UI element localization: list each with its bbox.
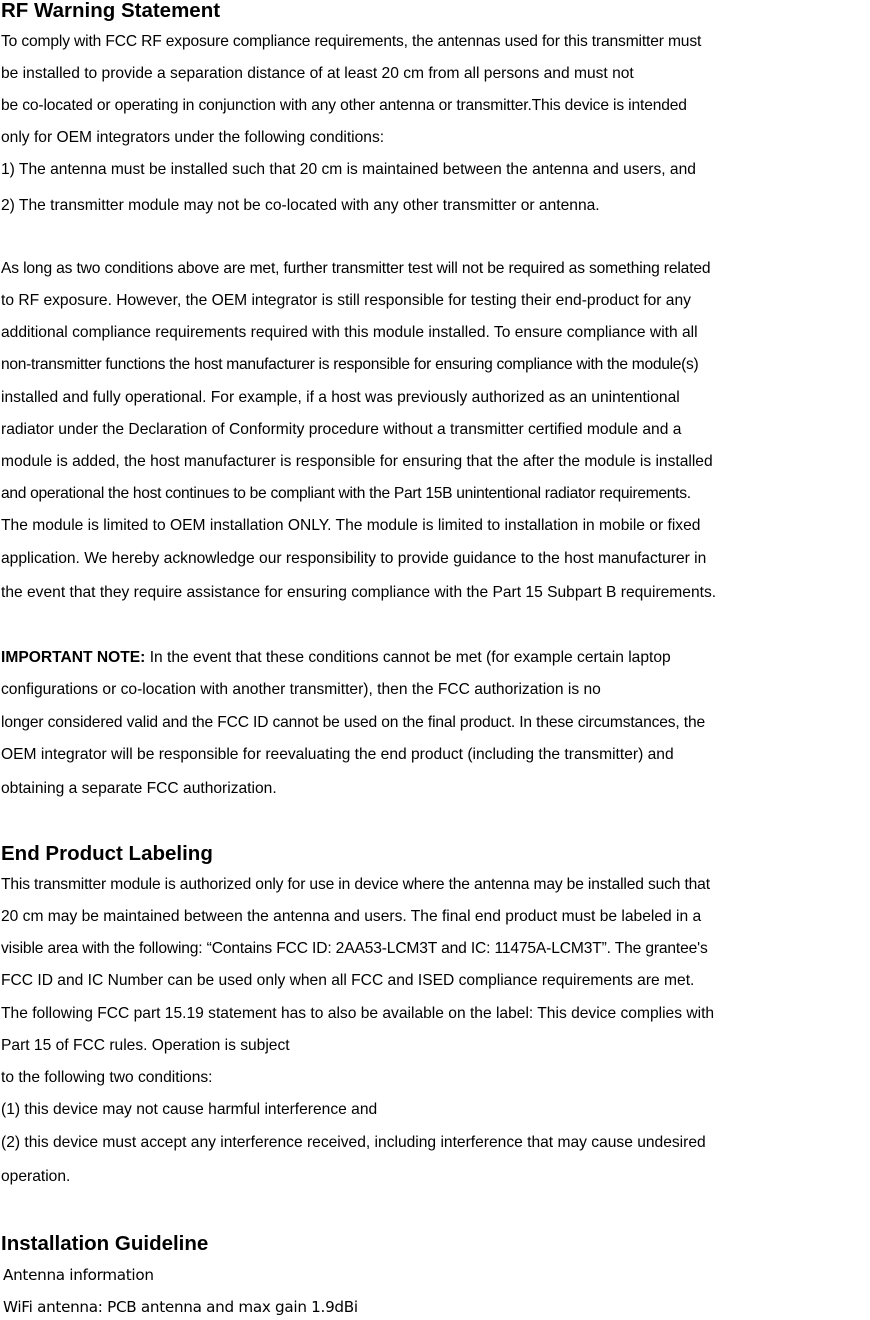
conditions-line-2: to RF exposure. However, the OEM integrator is still responsible for testing their end-product for any: [1, 292, 691, 309]
labeling-line-2: 20 cm may be maintained between the antenna and users. The final end product must be labeled in a: [1, 908, 702, 925]
important-note-line-4: OEM integrator will be responsible for reevaluating the end product (including the transmitter) and: [1, 746, 674, 763]
conditions-line-6: radiator under the Declaration of Conformity procedure without a transmitter certified module and a: [1, 421, 682, 438]
conditions-line-1: As long as two conditions above are met, further transmitter test will not be required as something related: [1, 260, 711, 277]
rf-warning-line-4: only for OEM integrators under the following conditions:: [1, 129, 385, 146]
wifi-antenna-line: WiFi antenna: PCB antenna and max gain 1.9dBi: [3, 1298, 358, 1316]
labeling-line-3: visible area with the following: “Contains FCC ID: 2AA53-LCM3T and IC: 11475A-LCM3T”. The grantee's: [1, 940, 708, 957]
important-note-line-2: configurations or co-location with another transmitter), then the FCC authorization is no: [1, 681, 601, 698]
conditions-line-7: module is added, the host manufacturer is responsible for ensuring that the after the module is installed: [1, 453, 713, 470]
labeling-line-7: to the following two conditions:: [1, 1069, 213, 1086]
important-note-line-1: [1, 648, 671, 668]
important-note-line-1-text: In the event that these conditions cannot be met (for example certain laptop: [145, 649, 671, 666]
labeling-line-5: The following FCC part 15.19 statement has to also be available on the label: This device complies with: [1, 1005, 715, 1022]
end-product-labeling-heading: End Product Labeling: [1, 842, 213, 865]
rf-warning-heading: RF Warning Statement: [1, 0, 221, 22]
installation-guideline-heading: Installation Guideline: [1, 1232, 209, 1255]
labeling-line-1: This transmitter module is authorized only for use in device where the antenna may be installed such that: [1, 876, 710, 893]
important-note-line-5: obtaining a separate FCC authorization.: [1, 780, 277, 797]
conditions-line-4: non-transmitter functions the host manufacturer is responsible for ensuring compliance with the module(s): [1, 356, 699, 373]
conditions-line-9: The module is limited to OEM installation ONLY. The module is limited to installation in mobile or fixed: [1, 517, 701, 534]
conditions-line-8: and operational the host continues to be compliant with the Part 15B unintentional radiator requirements.: [1, 485, 691, 502]
conditions-line-10: application. We hereby acknowledge our responsibility to provide guidance to the host manufacturer in: [1, 550, 707, 567]
conditions-line-5: installed and fully operational. For example, if a host was previously authorized as an unintentional: [1, 389, 680, 406]
conditions-line-11: the event that they require assistance for ensuring compliance with the Part 15 Subpart B requirements.: [1, 584, 717, 601]
labeling-line-4: FCC ID and IC Number can be used only when all FCC and ISED compliance requirements are met.: [1, 972, 695, 989]
labeling-line-6: Part 15 of FCC rules. Operation is subject: [1, 1037, 290, 1054]
rf-warning-line-6: 2) The transmitter module may not be co-located with any other transmitter or antenna.: [1, 197, 600, 214]
labeling-line-10: operation.: [1, 1168, 71, 1185]
important-note-line-3: longer considered valid and the FCC ID cannot be used on the final product. In these circumstances, the: [1, 714, 706, 731]
conditions-line-3: additional compliance requirements required with this module installed. To ensure compliance with all: [1, 324, 698, 341]
important-note-label: IMPORTANT NOTE:: [1, 649, 146, 666]
rf-warning-line-1: To comply with FCC RF exposure compliance requirements, the antennas used for this transmitter must: [1, 33, 702, 50]
labeling-line-8: (1) this device may not cause harmful interference and: [1, 1101, 378, 1118]
rf-warning-line-5: 1) The antenna must be installed such that 20 cm is maintained between the antenna and users, and: [1, 161, 696, 178]
rf-warning-line-2: be installed to provide a separation distance of at least 20 cm from all persons and must not: [1, 65, 634, 82]
rf-warning-line-3: be co-located or operating in conjunction with any other antenna or transmitter.This device is intended: [1, 97, 687, 114]
antenna-information-line: Antenna information: [3, 1266, 154, 1284]
labeling-line-9: (2) this device must accept any interference received, including interference that may cause undesired: [1, 1134, 706, 1151]
